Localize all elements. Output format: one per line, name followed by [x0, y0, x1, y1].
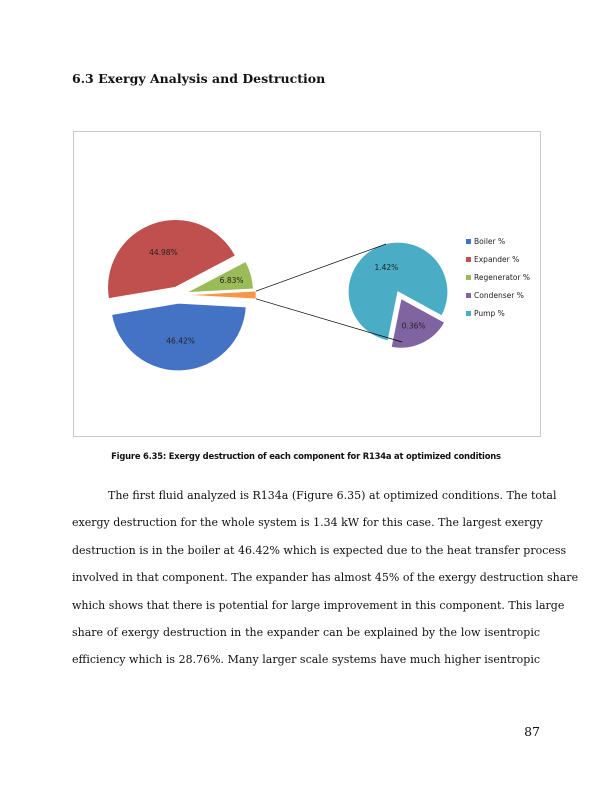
- legend-label-pump: Pump %: [474, 309, 505, 318]
- legend-swatch-regenerator: [466, 275, 471, 280]
- figure-caption: Figure 6.35: Exergy destruction of each component for R134a at optimized conditions: [111, 451, 501, 461]
- paragraph-line: The first fluid analyzed is R134a (Figure 6.35) at optimized conditions. The total: [108, 489, 557, 502]
- paragraph-line: efficiency which is 28.76%. Many larger scale systems have much higher isentropic: [72, 653, 540, 667]
- pie-of-pie-chart: [74, 132, 542, 438]
- legend-label-condenser: Condenser %: [474, 291, 524, 300]
- figure-chart: [73, 131, 541, 437]
- paragraph-line: share of exergy destruction in the expander can be explained by the low isentropic: [72, 625, 540, 639]
- body-paragraph: [72, 482, 579, 674]
- data-label-condenser: 0.36%: [401, 321, 426, 331]
- paragraph-line: exergy destruction for the whole system is 1.34 kW for this case. The largest exergy: [72, 516, 543, 530]
- data-label-boiler: 46.42%: [166, 336, 195, 346]
- legend-swatch-pump: [466, 311, 471, 316]
- data-label-expander: 44.98%: [149, 248, 178, 257]
- legend-swatch-boiler: [466, 239, 471, 244]
- paragraph-line: which shows that there is potential for large improvement in this component. This large: [72, 598, 565, 612]
- data-label-regenerator: 6.83%: [219, 276, 244, 286]
- data-label-pump: 1.42%: [374, 263, 399, 273]
- paragraph-line: involved in that component. The expander has almost 45% of the exergy destruction share: [72, 571, 579, 585]
- section-heading: 6.3 Exergy Analysis and Destruction: [72, 71, 326, 86]
- legend-label-regenerator: Regenerator %: [474, 273, 531, 282]
- page-number: 87: [524, 724, 540, 739]
- legend-swatch-expander: [466, 257, 471, 262]
- legend-label-expander: Expander %: [474, 255, 520, 264]
- legend-label-boiler: Boiler %: [474, 237, 506, 246]
- legend-swatch-condenser: [466, 293, 471, 298]
- paragraph-line: destruction is in the boiler at 46.42% which is expected due to the heat transfer process: [72, 543, 567, 557]
